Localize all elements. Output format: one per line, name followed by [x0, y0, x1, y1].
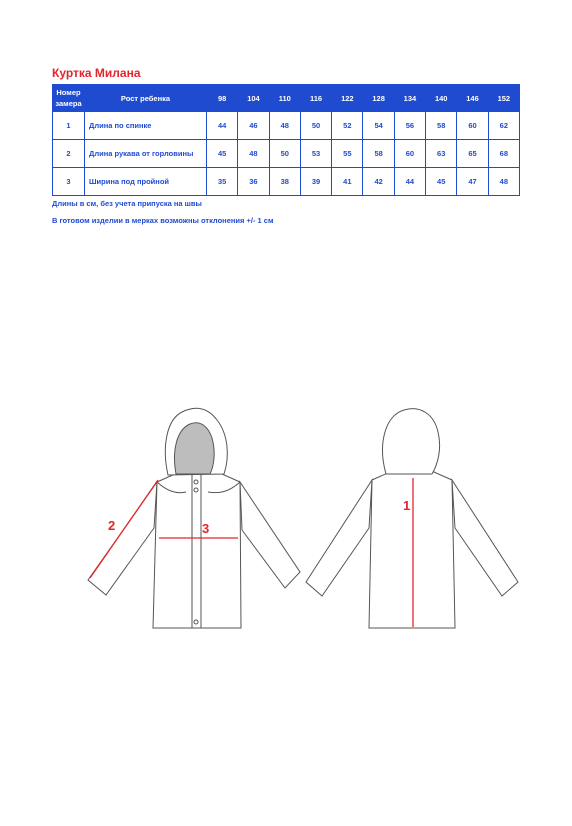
jacket-back-drawing	[306, 409, 518, 628]
header-measure-number-line2: замера	[55, 99, 82, 108]
header-size: 98	[207, 85, 238, 112]
header-size: 146	[457, 85, 488, 112]
header-size: 134	[394, 85, 425, 112]
header-measure-number-line1: Номер	[56, 88, 81, 97]
measure-value: 38	[269, 168, 300, 196]
measure-value: 39	[300, 168, 331, 196]
measure-value: 50	[269, 140, 300, 168]
jacket-front-drawing	[88, 408, 300, 628]
measure-value: 47	[457, 168, 488, 196]
measure-value: 45	[426, 168, 457, 196]
measure-value: 48	[269, 112, 300, 140]
measure-value: 44	[207, 112, 238, 140]
measure-name: Длина рукава от горловины	[85, 140, 207, 168]
measure-value: 62	[488, 112, 519, 140]
marker-3: 3	[202, 521, 210, 536]
measure-value: 60	[394, 140, 425, 168]
header-size: 152	[488, 85, 519, 112]
measure-value: 58	[363, 140, 394, 168]
back-hood	[383, 409, 440, 474]
measure-value: 35	[207, 168, 238, 196]
snap-button	[194, 480, 198, 484]
measure-value: 36	[238, 168, 269, 196]
measure-number: 2	[53, 140, 85, 168]
back-right-sleeve	[452, 480, 518, 596]
front-body	[153, 474, 241, 628]
header-size: 128	[363, 85, 394, 112]
measure-value: 42	[363, 168, 394, 196]
measure-name: Длина по спинке	[85, 112, 207, 140]
note-tolerance: В готовом изделии в мерках возможны отклонения +/- 1 см	[52, 216, 274, 225]
header-child-height: Рост ребенка	[85, 85, 207, 112]
note-lengths: Длины в см, без учета припуска на швы	[52, 199, 202, 208]
measure-value: 55	[332, 140, 363, 168]
measure-value: 46	[238, 112, 269, 140]
marker-1: 1	[403, 498, 411, 513]
measure-value: 68	[488, 140, 519, 168]
measure-value: 58	[426, 112, 457, 140]
measure-value: 50	[300, 112, 331, 140]
measure-name: Ширина под пройной	[85, 168, 207, 196]
front-left-sleeve	[88, 482, 157, 595]
back-body	[369, 472, 455, 628]
snap-button	[194, 488, 198, 492]
measure-value: 48	[488, 168, 519, 196]
measure-value: 53	[300, 140, 331, 168]
measure-number: 3	[53, 168, 85, 196]
measure-value: 60	[457, 112, 488, 140]
marker-2: 2	[108, 518, 116, 533]
header-size: 140	[426, 85, 457, 112]
measure-value: 65	[457, 140, 488, 168]
measure-number: 1	[53, 112, 85, 140]
snap-button	[194, 620, 198, 624]
header-size: 104	[238, 85, 269, 112]
measure-value: 63	[426, 140, 457, 168]
measure-value: 48	[238, 140, 269, 168]
measure-value: 44	[394, 168, 425, 196]
header-size: 122	[332, 85, 363, 112]
back-left-sleeve	[306, 480, 372, 596]
measure-value: 41	[332, 168, 363, 196]
page-title: Куртка Милана	[52, 66, 141, 80]
measure-value: 56	[394, 112, 425, 140]
measure-value: 52	[332, 112, 363, 140]
front-right-sleeve	[240, 482, 300, 588]
header-size: 116	[300, 85, 331, 112]
header-size: 110	[269, 85, 300, 112]
measure-value: 45	[207, 140, 238, 168]
measure-value: 54	[363, 112, 394, 140]
